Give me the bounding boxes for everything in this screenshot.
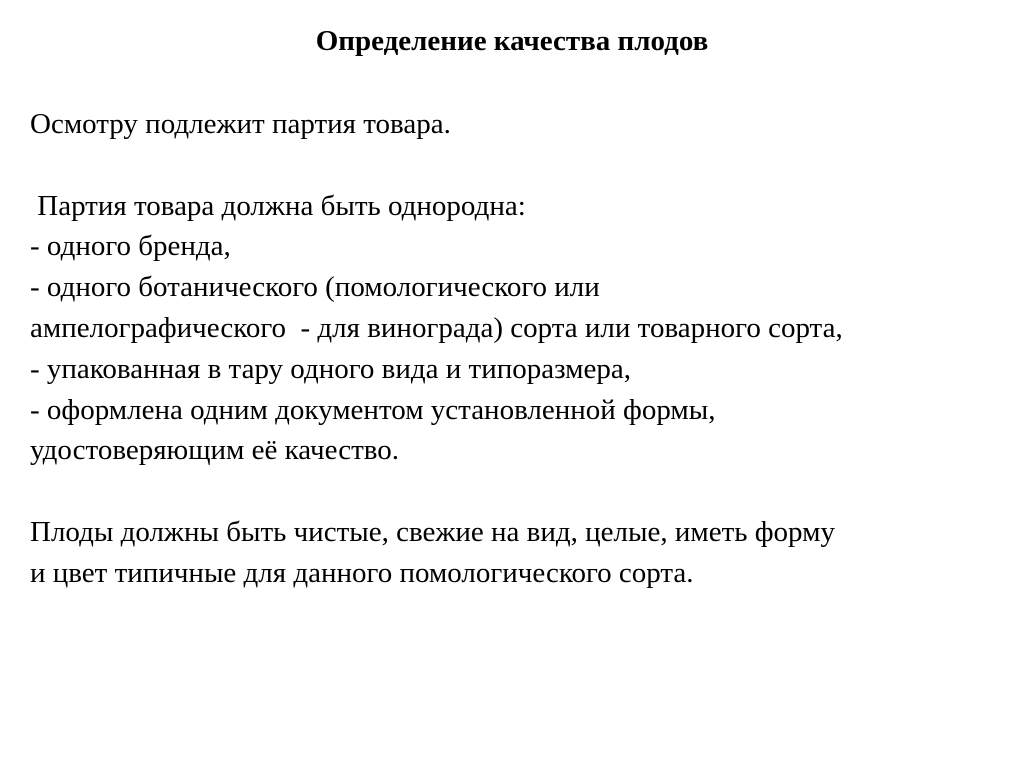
paragraph-inspection: Осмотру подлежит партия товара.	[30, 108, 451, 140]
spacer	[30, 471, 1005, 512]
paragraph-fruit-quality-line: Плоды должны быть чистые, свежие на вид, целые, иметь форму	[30, 515, 835, 548]
list-item: ампелографического - для винограда) сорта или товарного сорта,	[30, 311, 843, 344]
slide-body	[30, 104, 1005, 594]
list-item: - одного бренда,	[30, 230, 231, 263]
list-item: - упакованная в тару одного вида и типоразмера,	[30, 352, 631, 385]
list-item: - одного ботанического (помологического или	[30, 271, 600, 304]
list-item: удостоверяющим её качество.	[30, 434, 399, 467]
slide-title: Определение качества плодов	[315, 25, 709, 57]
paragraph-uniformity-intro: Партия товара должна быть однородна:	[30, 189, 526, 222]
spacer	[30, 145, 1005, 186]
list-item: - оформлена одним документом установленной формы,	[30, 393, 716, 426]
paragraph-fruit-quality-line: и цвет типичные для данного помологического сорта.	[30, 556, 694, 589]
